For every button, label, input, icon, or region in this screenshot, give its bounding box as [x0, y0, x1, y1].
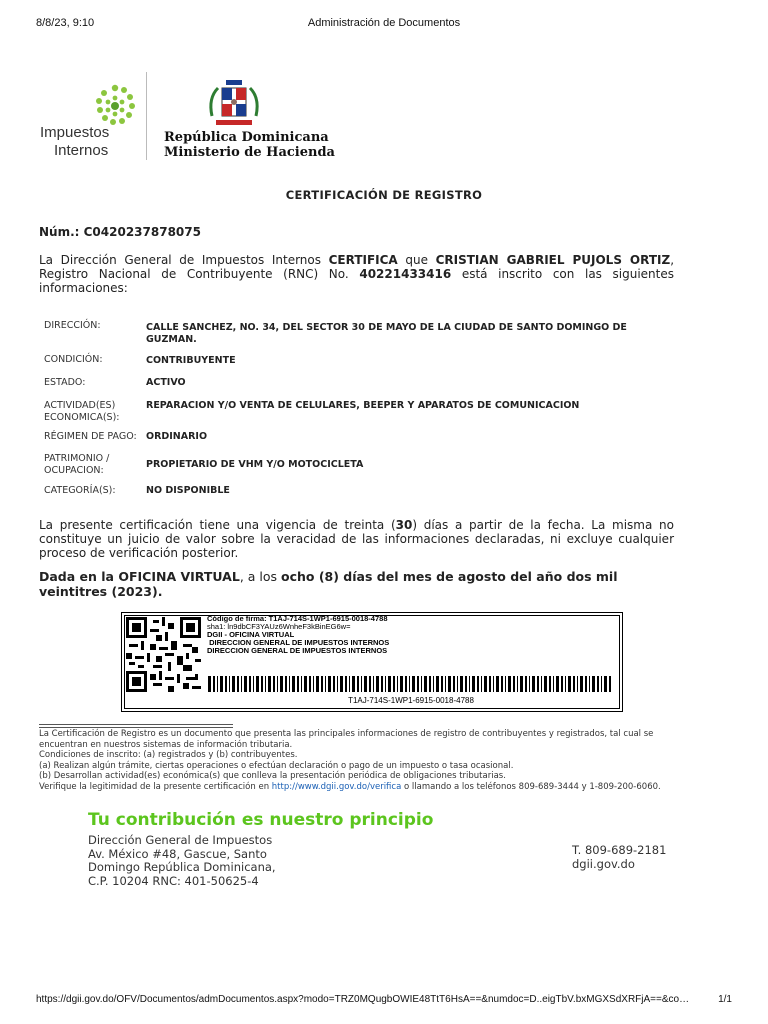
signature-issuer: DIRECCION GENERAL DE IMPUESTOS INTERNOS: [207, 638, 390, 647]
address-line: Domingo República Dominicana,: [88, 860, 276, 874]
barcode-icon: [208, 676, 614, 692]
info-value: NO DISPONIBLE: [146, 485, 230, 496]
footnote-text: o llamando a los teléfonos 809-689-3444 y 1-809-200-6060.: [401, 781, 661, 792]
footnote-rule: [39, 724, 233, 725]
digital-signature-stamp: [121, 612, 623, 712]
info-value: REPARACION Y/O VENTA DE CELULARES, BEEPER Y APARATOS DE COMUNICACION: [146, 400, 580, 411]
info-label: CONDICIÓN:: [44, 354, 103, 365]
footnotes: [39, 729, 679, 793]
issued-date: ocho (8) días del mes de agosto del año dos mil veintitres (2023): [39, 569, 618, 599]
info-value: ORDINARIO: [146, 431, 208, 442]
footnote-line: Condiciones de inscrito: (a) registrados y (b) contribuyentes.: [39, 750, 298, 761]
barcode-text: T1AJ-714S-1WP1-6915-0018-4788: [348, 696, 474, 705]
impuestos-internos-logo-icon: [92, 82, 138, 128]
signature-sha1: sha1: ln9dbCF3YAUz6WnheF3kBinEG6w=: [207, 622, 351, 631]
verify-link[interactable]: http://www.dgii.gov.do/verifica: [271, 781, 402, 792]
intro-text: , Registro Nacional de Contribuyente (RNC) No.: [39, 253, 675, 281]
info-value: PROPIETARIO DE VHM Y/O MOTOCICLETA: [146, 459, 364, 470]
info-label: ACTIVIDAD(ES) ECONOMICA(S):: [44, 400, 120, 423]
intro-text: La Dirección General de Impuestos Internos: [39, 253, 329, 267]
address-line: Av. México #48, Gascue, Santo: [88, 846, 267, 861]
info-label: DIRECCIÓN:: [44, 320, 101, 331]
info-label: ESTADO:: [44, 377, 86, 388]
qr-code-icon: [126, 617, 201, 692]
contact-website: dgii.gov.do: [572, 856, 635, 871]
issued-text: Dada en la: [39, 569, 119, 584]
slogan: Tu contribución es nuestro principio: [88, 810, 434, 830]
taxpayer-name: CRISTIAN GABRIEL PUJOLS ORTIZ: [435, 253, 671, 267]
footnote-rule: [39, 727, 233, 728]
info-label: RÉGIMEN DE PAGO:: [44, 431, 137, 442]
footnote-line: (a) Realizan algún trámite, ciertas operaciones o efectúan declaración o pago de un impuesto o tasa ocasional.: [39, 760, 514, 771]
footnote-line: La Certificación de Registro es un documento que presenta las principales informaciones de registro de contribuyentes y registrados, tal cual se encuentran en nuestros sistemas de información tributaria.: [39, 729, 654, 750]
print-footer: [36, 994, 732, 1008]
print-date: 8/8/23, 9:10: [36, 17, 95, 29]
contact-phone: T. 809-689-2181: [572, 843, 667, 857]
intro-text: está inscrito con las siguientes informaciones:: [39, 267, 675, 295]
logo-divider: [146, 72, 147, 160]
validity-paragraph: [39, 518, 674, 560]
signature-issuer: DIRECCION GENERAL DE IMPUESTOS INTERNOS: [207, 646, 388, 655]
validity-text: ) días a partir de la fecha. La misma no constituye un juicio de valor sobre la veracidad de las informaciones declaradas, ni excluye cualquier proceso de verificación posterior.: [39, 518, 674, 560]
issued-text: .: [157, 583, 163, 599]
logo-text-internos: Internos: [54, 142, 109, 159]
intro-text: que: [397, 253, 436, 267]
footnote-line: (b) Desarrollan actividad(es) económica(s) que conlleva la presentación periódica de obligaciones tributarias.: [39, 771, 506, 782]
ministry-name: Ministerio de Hacienda: [164, 145, 335, 160]
info-value: CALLE SANCHEZ, NO. 34, DEL SECTOR 30 DE MAYO DE LA CIUDAD DE SANTO DOMINGO DE GUZMAN.: [146, 322, 627, 345]
document-title: CERTIFICACIÓN DE REGISTRO: [285, 188, 483, 202]
footnote-line: [39, 782, 679, 793]
print-page-number: 1/1: [718, 994, 732, 1005]
address-line: C.P. 10204 RNC: 401-50625-4: [88, 873, 259, 888]
info-label: PATRIMONIO / OCUPACION:: [44, 453, 110, 476]
validity-text: La presente certificación tiene una vigencia de treinta (: [39, 518, 396, 532]
print-header: [36, 17, 732, 31]
print-url: https://dgii.gov.do/OFV/Documentos/admDocumentos.aspx?modo=TRZ0MQugbOWIE48TtT6HsA==&numdoc=D..eigTbV.bxMGXSdXRFjA==&co…: [36, 994, 690, 1005]
signature-office: DGII - OFICINA VIRTUAL: [207, 630, 295, 639]
signature-code: Código de firma: T1AJ-714S-1WP1-6915-0018-4788: [207, 614, 388, 623]
intro-paragraph: [39, 253, 674, 295]
coat-of-arms-icon: [206, 78, 262, 128]
info-label: CATEGORÍA(S):: [44, 485, 116, 496]
signature-text: [207, 615, 389, 655]
print-title: Administración de Documentos: [307, 17, 461, 29]
issued-office: OFICINA VIRTUAL: [118, 569, 240, 584]
country-name: República Dominicana: [164, 130, 329, 145]
logo-text-impuestos: Impuestos: [40, 124, 110, 141]
issued-text: , a los: [239, 569, 281, 584]
validity-days: 30: [395, 518, 413, 532]
impuestos-internos-logo: [38, 82, 138, 162]
ministry-block: [164, 130, 335, 160]
address-line: Dirección General de Impuestos: [88, 833, 273, 847]
rnc-number: 40221433416: [359, 267, 452, 281]
issued-paragraph: [39, 570, 674, 599]
info-value: ACTIVO: [146, 377, 186, 388]
certificate-number: Núm.: C0420237878075: [39, 225, 201, 239]
contact-block: [572, 844, 666, 871]
info-value: CONTRIBUYENTE: [146, 355, 236, 366]
footnote-text: Verifique la legitimidad de la presente certificación en: [39, 781, 272, 792]
certifica-word: CERTIFICA: [328, 253, 398, 267]
address-block: [88, 834, 276, 888]
